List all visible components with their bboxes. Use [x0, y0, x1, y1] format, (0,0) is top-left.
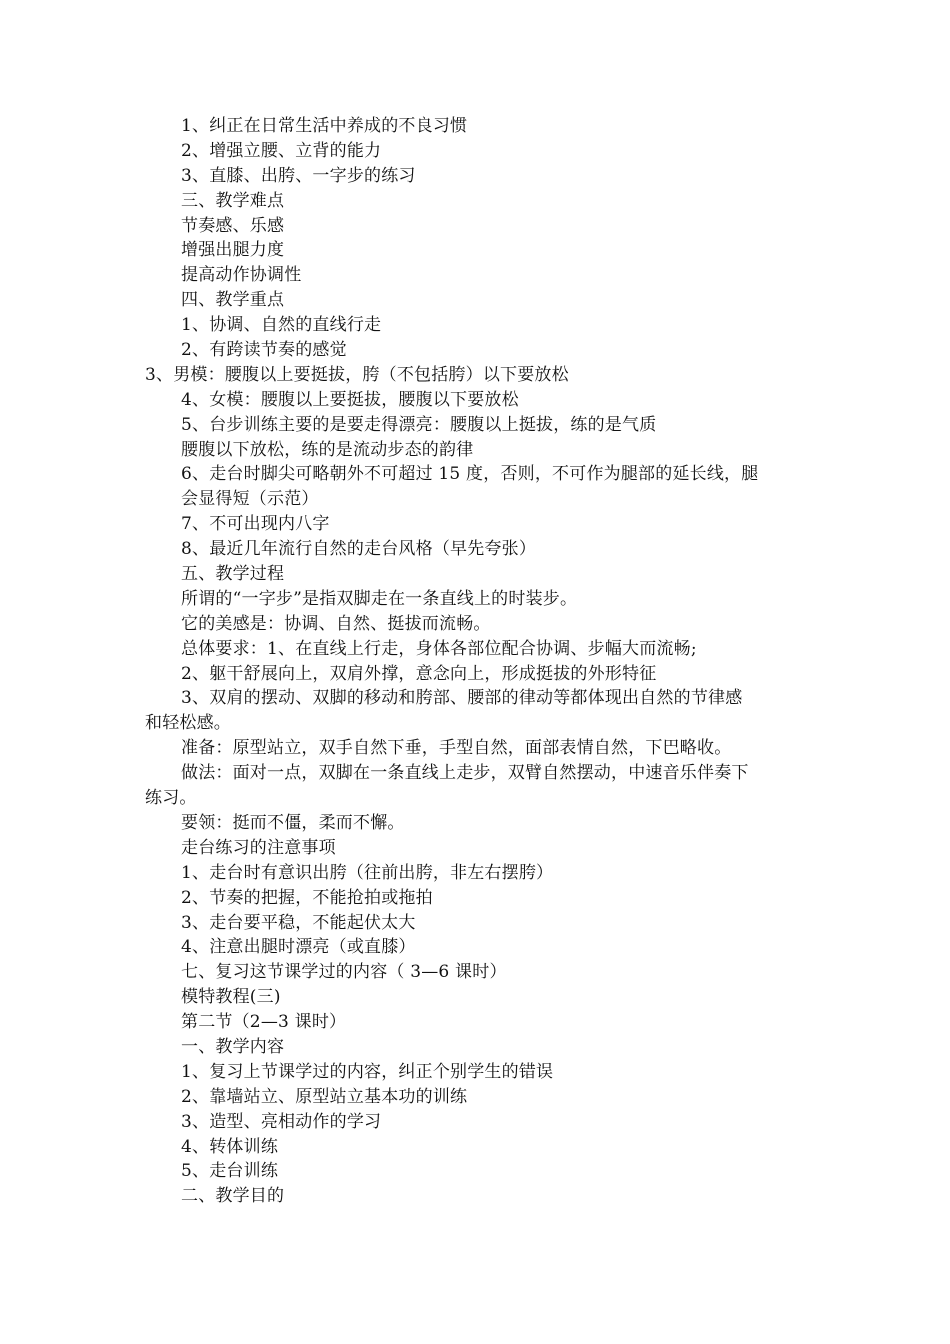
paragraph-line: 节奏感、乐感 — [181, 215, 285, 236]
section-heading: 七、复习这节课学过的内容（ 3—6 课时） — [181, 962, 507, 983]
paragraph-line: 练习。 — [145, 788, 197, 809]
document-title: 模特教程(三) — [181, 987, 281, 1008]
paragraph-line: 2、增强立腰、立背的能力 — [181, 140, 382, 161]
paragraph-line: 3、走台要平稳，不能起伏太大 — [181, 912, 416, 933]
section-heading: 第二节（2—3 课时） — [181, 1012, 347, 1033]
paragraph-line: 4、转体训练 — [181, 1136, 279, 1157]
paragraph-line: 1、纠正在日常生活中养成的不良习惯 — [181, 116, 468, 136]
paragraph-line: 1、复习上节课学过的内容，纠正个别学生的错误 — [181, 1061, 554, 1082]
paragraph-line: 2、躯干舒展向上，双肩外撑，意念向上，形成挺拔的外形特征 — [181, 663, 657, 684]
paragraph-line: 4、注意出腿时漂亮（或直膝） — [181, 937, 416, 958]
paragraph-line: 2、有跨读节奏的感觉 — [181, 340, 347, 361]
paragraph-line: 要领：挺而不僵，柔而不懈。 — [181, 812, 405, 833]
paragraph-line: 腰腹以下放松，练的是流动步态的韵律 — [181, 439, 474, 460]
paragraph-line: 8、最近几年流行自然的走台风格（早先夸张） — [181, 539, 537, 560]
paragraph-line: 所谓的“一字步”是指双脚走在一条直线上的时装步。 — [181, 588, 578, 609]
paragraph-line: 3、直膝、出胯、一字步的练习 — [181, 165, 416, 186]
section-heading: 二、教学目的 — [181, 1186, 285, 1207]
paragraph-line: 会显得短（示范） — [181, 489, 319, 510]
paragraph-line: 和轻松感。 — [145, 713, 231, 734]
paragraph-line: 5、台步训练主要的是要走得漂亮：腰腹以上挺拔，练的是气质 — [181, 414, 657, 435]
paragraph-line: 2、节奏的把握，不能抢拍或拖拍 — [181, 887, 433, 908]
paragraph-line: 增强出腿力度 — [181, 240, 285, 261]
section-heading: 三、教学难点 — [181, 190, 285, 211]
paragraph-line: 做法：面对一点，双脚在一条直线上走步，双臂自然摆动，中速音乐伴奏下 — [181, 763, 749, 784]
section-heading: 五、教学过程 — [181, 564, 285, 585]
paragraph-line: 总体要求：1、在直线上行走，身体各部位配合协调、步幅大而流畅; — [181, 638, 697, 659]
document-body — [145, 114, 810, 1209]
paragraph-line: 7、不可出现内八字 — [181, 514, 330, 535]
paragraph-line: 3、造型、亮相动作的学习 — [181, 1111, 382, 1132]
paragraph-line: 3、男模：腰腹以上要挺拔，胯（不包括胯）以下要放松 — [145, 364, 569, 385]
paragraph-line: 提高动作协调性 — [181, 265, 302, 286]
paragraph-line: 1、走台时有意识出胯（往前出胯，非左右摆胯） — [181, 862, 554, 883]
section-heading: 走台练习的注意事项 — [181, 837, 336, 858]
section-heading: 一、教学内容 — [181, 1036, 285, 1057]
paragraph-line: 4、女模：腰腹以上要挺拔，腰腹以下要放松 — [181, 389, 519, 410]
paragraph-line: 准备：原型站立，双手自然下垂，手型自然，面部表情自然，下巴略收。 — [181, 738, 732, 759]
paragraph-line: 6、走台时脚尖可略朝外不可超过 15 度，否则，不可作为腿部的延长线，腿 — [181, 464, 759, 485]
paragraph-line: 3、双肩的摆动、双脚的移动和胯部、腰部的律动等都体现出自然的节律感 — [181, 688, 743, 709]
section-heading: 四、教学重点 — [181, 290, 285, 311]
paragraph-line: 5、走台训练 — [181, 1161, 279, 1182]
paragraph-line: 它的美感是：协调、自然、挺拔而流畅。 — [181, 613, 491, 634]
paragraph-line: 2、靠墙站立、原型站立基本功的训练 — [181, 1086, 468, 1107]
paragraph-line: 1、协调、自然的直线行走 — [181, 315, 382, 336]
